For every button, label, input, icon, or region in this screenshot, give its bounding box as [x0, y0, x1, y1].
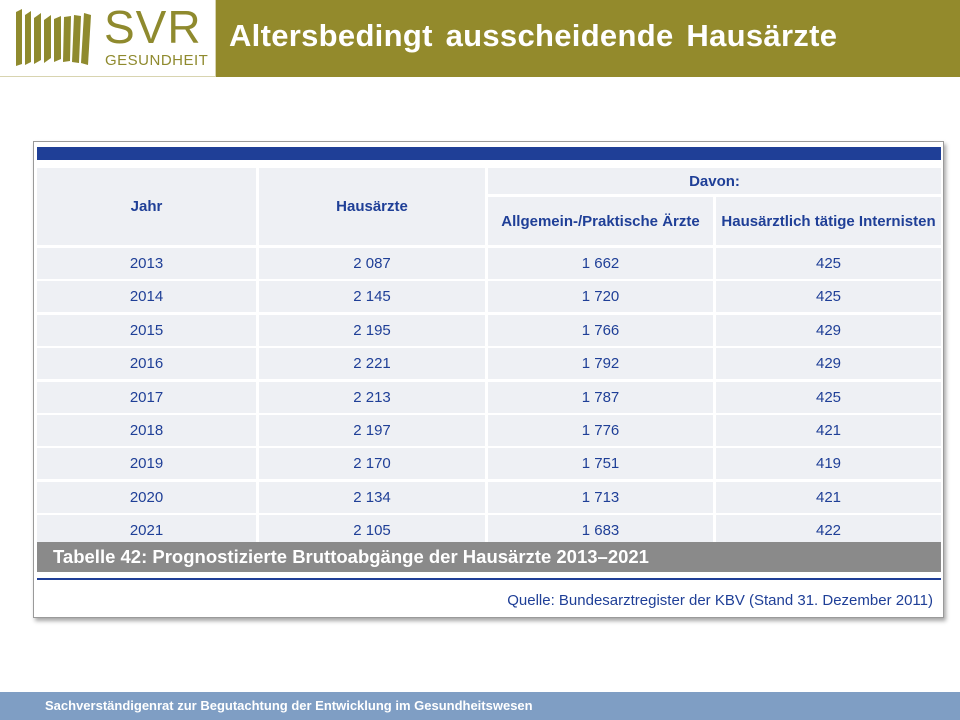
cell-general: 1 720 [488, 281, 713, 312]
cell-gp: 2 105 [259, 515, 485, 546]
cell-year: 2017 [37, 382, 256, 413]
cell-year: 2013 [37, 248, 256, 279]
caption-divider [37, 578, 941, 580]
cell-year: 2020 [37, 482, 256, 513]
cell-gp: 2 195 [259, 315, 485, 346]
header-general: Allgemein-/Praktische Ärzte [488, 197, 713, 245]
cell-general: 1 776 [488, 415, 713, 446]
cell-gp: 2 170 [259, 448, 485, 479]
cell-internists: 425 [716, 281, 941, 312]
table-row [37, 315, 941, 346]
cell-gp: 2 221 [259, 348, 485, 379]
header-gp: Hausärzte [259, 168, 485, 245]
cell-year: 2021 [37, 515, 256, 546]
logo-subtext: GESUNDHEIT [105, 52, 209, 69]
svr-logo-mark-icon [14, 6, 92, 68]
header-year: Jahr [37, 168, 256, 245]
cell-internists: 421 [716, 415, 941, 446]
table-row [37, 281, 941, 312]
header-group: Davon: [488, 168, 941, 194]
footer-text: Sachverständigenrat zur Begutachtung der Entwicklung im Gesundheitswesen [45, 698, 533, 713]
cell-internists: 425 [716, 382, 941, 413]
table-caption: Tabelle 42: Prognostizierte Bruttoabgänge der Hausärzte 2013–2021 [37, 542, 941, 572]
cell-gp: 2 213 [259, 382, 485, 413]
source-note: Quelle: Bundesarztregister der KBV (Stand 31. Dezember 2011) [507, 592, 933, 609]
table-card [33, 141, 944, 618]
cell-gp: 2 134 [259, 482, 485, 513]
footer-bar [0, 692, 960, 720]
logo [0, 0, 216, 77]
cell-year: 2015 [37, 315, 256, 346]
cell-internists: 421 [716, 482, 941, 513]
cell-general: 1 713 [488, 482, 713, 513]
cell-gp: 2 197 [259, 415, 485, 446]
table-row [37, 248, 941, 279]
table-row [37, 348, 941, 379]
cell-year: 2019 [37, 448, 256, 479]
cell-general: 1 766 [488, 315, 713, 346]
logo-text: SVR [104, 1, 202, 53]
cell-general: 1 787 [488, 382, 713, 413]
table-top-bar [37, 147, 941, 160]
cell-internists: 429 [716, 315, 941, 346]
cell-general: 1 683 [488, 515, 713, 546]
cell-gp: 2 087 [259, 248, 485, 279]
cell-year: 2018 [37, 415, 256, 446]
cell-general: 1 662 [488, 248, 713, 279]
table-row [37, 482, 941, 513]
header-bar [0, 0, 960, 77]
table-header [37, 168, 941, 245]
table-row [37, 415, 941, 446]
cell-general: 1 751 [488, 448, 713, 479]
cell-internists: 425 [716, 248, 941, 279]
cell-gp: 2 145 [259, 281, 485, 312]
page-title: Altersbedingt ausscheidende Hausärzte [229, 18, 838, 53]
table-row [37, 382, 941, 413]
cell-year: 2014 [37, 281, 256, 312]
cell-internists: 429 [716, 348, 941, 379]
table-row [37, 448, 941, 479]
header-internists: Hausärztlich tätige Internisten [716, 197, 941, 245]
cell-year: 2016 [37, 348, 256, 379]
cell-general: 1 792 [488, 348, 713, 379]
cell-internists: 419 [716, 448, 941, 479]
cell-internists: 422 [716, 515, 941, 546]
